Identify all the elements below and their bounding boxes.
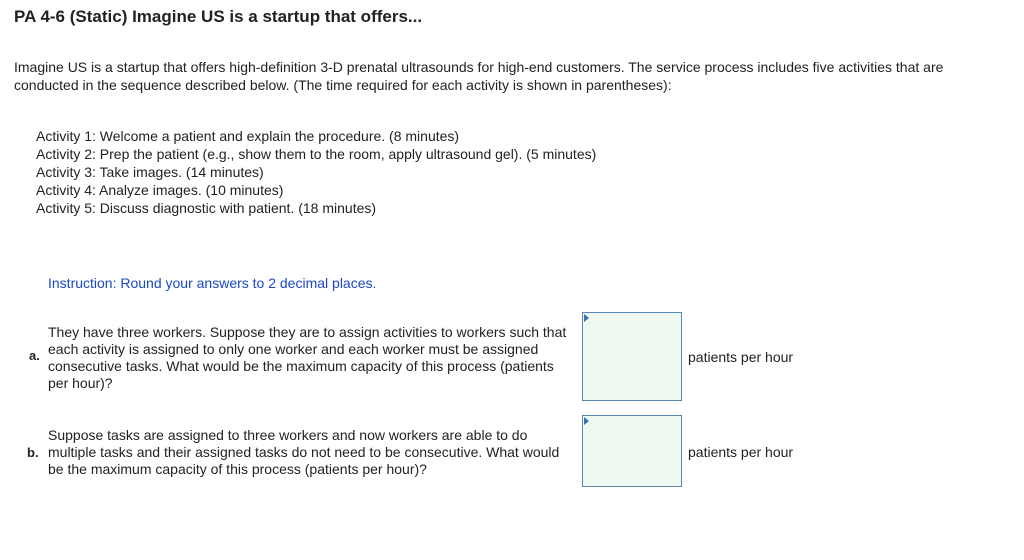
activity-item: Activity 4: Analyze images. (10 minutes) [36, 182, 284, 198]
question-a-text: They have three workers. Suppose they are to assign activities to workers such that each activity is assigned to only one worker and each worker must be assigned consecutive tasks. What would be the maximum capacity of this process (patients per hour)? [48, 324, 567, 391]
activity-item: Activity 3: Take images. (14 minutes) [36, 164, 264, 180]
question-b-unit-label: patients per hour [688, 444, 794, 460]
activity-list [36, 127, 596, 217]
answer-flag-icon [584, 314, 589, 322]
rounding-instruction: Instruction: Round your answers to 2 decimal places. [48, 275, 377, 291]
question-b-answer-input[interactable] [582, 415, 682, 487]
problem-intro: Imagine US is a startup that offers high-definition 3-D prenatal ultrasounds for high-end customers. The service process includes five activities that are conducted in the sequence described below. (The time required for each activity is shown in parentheses): [14, 59, 944, 93]
page-title: PA 4-6 (Static) Imagine US is a startup that offers... [14, 7, 423, 26]
question-b-text: Suppose tasks are assigned to three workers and now workers are able to do multiple tasks and their assigned tasks do not need to be consecutive. What would be the maximum capacity of this process (patients per hour)? [48, 427, 560, 477]
answer-flag-icon [584, 417, 589, 425]
question-a-unit-label: patients per hour [688, 349, 794, 365]
activity-item: Activity 2: Prep the patient (e.g., show them to the room, apply ultrasound gel). (5 minutes) [36, 146, 597, 162]
activity-item: Activity 5: Discuss diagnostic with patient. (18 minutes) [36, 200, 377, 216]
question-a-answer-input[interactable] [582, 312, 682, 401]
question-a-letter: a. [29, 348, 40, 363]
activity-item: Activity 1: Welcome a patient and explain the procedure. (8 minutes) [36, 128, 460, 144]
question-b-letter: b. [27, 445, 39, 460]
